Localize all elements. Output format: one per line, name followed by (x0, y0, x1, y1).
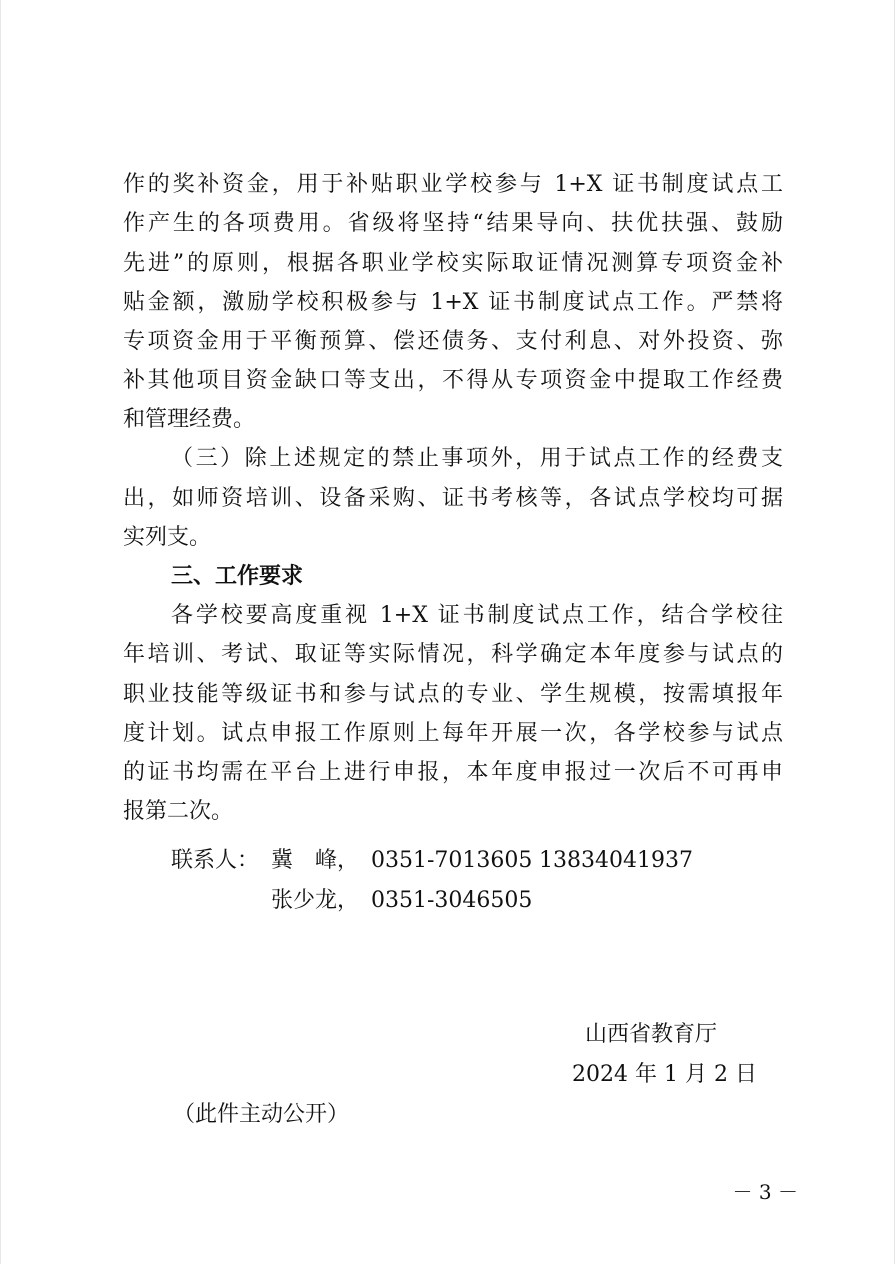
paragraph3-line-4: 度计划。试点申报工作原则上每年开展一次，各学校参与试点 (123, 721, 783, 746)
paragraph1-line-5: 专项资金用于平衡预算、偿还债务、支付利息、对外投资、弥 (123, 329, 783, 354)
page-number: － 3 － (732, 1180, 798, 1204)
paragraph2-line-2: 出，如师资培训、设备采购、证书考核等，各试点学校均可据 (123, 486, 783, 511)
paragraph3-line-2: 年培训、考试、取证等实际情况，科学确定本年度参与试点的 (123, 642, 783, 667)
contact-person1-name: 冀 峰， (271, 848, 360, 873)
paragraph1-line-1: 作的奖补资金，用于补贴职业学校参与 1+X 证书制度试点工 (123, 172, 783, 197)
disclosure-note: （此件主动公开） (173, 1102, 350, 1127)
contact-person1-tel: 0351-7013605 (371, 848, 533, 873)
paragraph3-line-6: 报第二次。 (123, 799, 234, 824)
paragraph1-line-6: 补其他项目资金缺口等支出，不得从专项资金中提取工作经费 (123, 368, 783, 393)
paragraph3-line-5: 的证书均需在平台上进行申报，本年度申报过一次后不可再申 (123, 760, 783, 785)
contact-person1-mobile: 13834041937 (539, 848, 693, 873)
contact-person2-name: 张少龙， (271, 888, 360, 913)
paragraph1-line-4: 贴金额，激励学校积极参与 1+X 证书制度试点工作。严禁将 (123, 290, 783, 315)
paragraph2-line-1: （三）除上述规定的禁止事项外，用于试点工作的经费支 (171, 446, 783, 471)
paragraph1-line-2: 作产生的各项费用。省级将坚持“结果导向、扶优扶强、鼓励 (123, 211, 783, 236)
paragraph1-line-3: 先进”的原则，根据各职业学校实际取证情况测算专项资金补 (123, 251, 783, 276)
issue-date: 2024 年 1 月 2 日 (572, 1062, 757, 1087)
paragraph3-line-1: 各学校要高度重视 1+X 证书制度试点工作，结合学校往 (171, 603, 783, 628)
section-heading: 三、工作要求 (171, 564, 304, 589)
issuing-organization: 山西省教育厅 (585, 1022, 718, 1047)
contact-person2-tel: 0351-3046505 (371, 888, 533, 913)
paragraph2-line-3: 实列支。 (123, 525, 212, 550)
paragraph3-line-3: 职业技能等级证书和参与试点的专业、学生规模，按需填报年 (123, 682, 783, 707)
contact-label: 联系人： (171, 848, 260, 873)
paragraph1-line-7: 和管理经费。 (123, 407, 256, 432)
